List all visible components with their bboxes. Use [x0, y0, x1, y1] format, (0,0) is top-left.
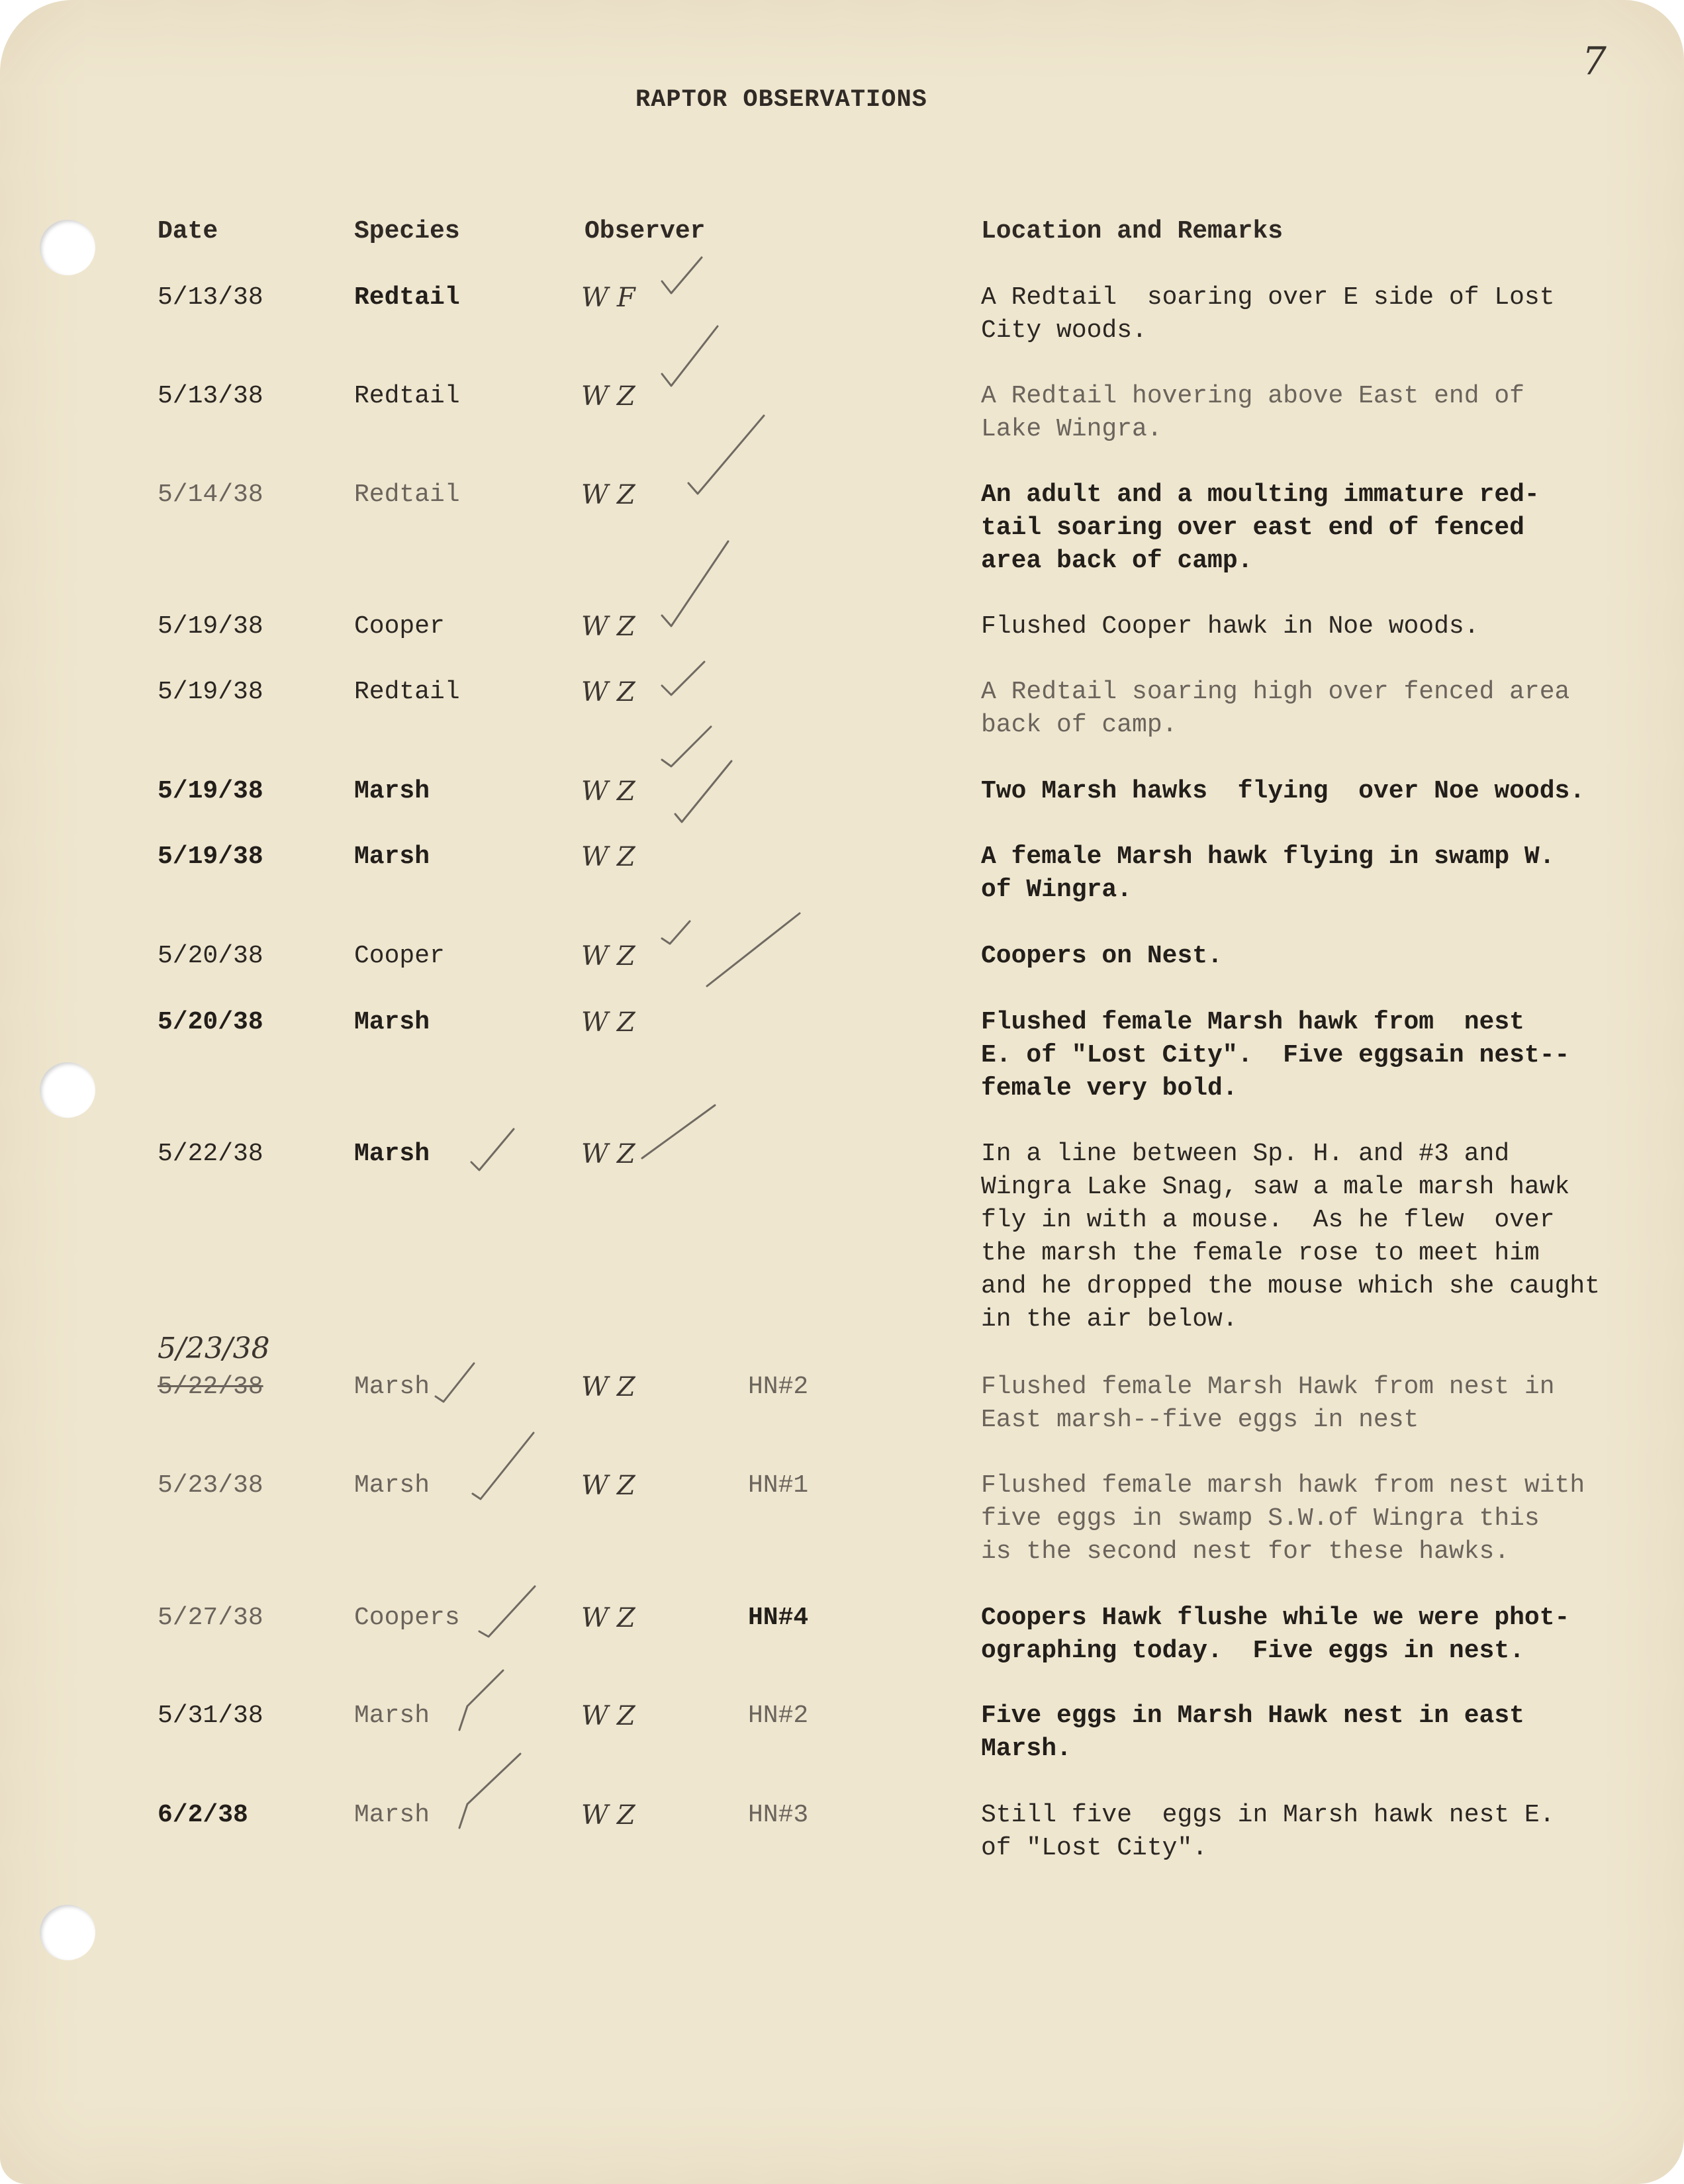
observer-initials: W Z — [581, 1701, 635, 1731]
entry-remarks: Two Marsh hawks flying over Noe woods. — [981, 777, 1585, 805]
table-row — [0, 940, 1684, 972]
observer-initials: W Z — [581, 480, 635, 510]
entry-species: Marsh — [354, 842, 430, 871]
binder-hole-top — [40, 220, 95, 275]
check-mark-icon — [436, 1363, 474, 1402]
entry-date: 5/20/38 — [158, 1008, 263, 1036]
entry-observer — [581, 478, 635, 514]
observer-initials: W Z — [581, 776, 635, 807]
entry-species: Marsh — [354, 1008, 430, 1036]
entry-nest: HN#1 — [748, 1471, 809, 1500]
entry-observer — [581, 1799, 635, 1835]
observer-initials: W Z — [581, 612, 635, 642]
column-header-location: Location and Remarks — [981, 217, 1284, 246]
entry-date: 5/31/38 — [158, 1702, 263, 1730]
column-header-observer: Observer — [585, 217, 706, 246]
entry-species: Marsh — [354, 1801, 430, 1829]
entry-remarks: Coopers on Nest. — [981, 942, 1223, 970]
entry-date: 5/13/38 — [158, 382, 263, 410]
entry-species: Marsh — [354, 1140, 430, 1168]
table-row — [0, 1006, 1684, 1103]
entry-observer — [581, 676, 635, 711]
entry-remarks: Five eggs in Marsh Hawk nest in east Marsh. — [981, 1702, 1524, 1763]
entry-nest: HN#2 — [748, 1702, 809, 1730]
table-row — [0, 841, 1684, 904]
table-row — [0, 281, 1684, 345]
observer-initials: W Z — [581, 677, 635, 707]
table-row — [0, 676, 1684, 739]
observer-initials: W Z — [581, 842, 635, 872]
table-row — [0, 1371, 1684, 1434]
table-row — [0, 380, 1684, 443]
observer-initials: W Z — [581, 1603, 635, 1633]
entry-remarks: Flushed female Marsh Hawk from nest in East marsh--five eggs in nest — [981, 1373, 1555, 1434]
observer-initials: W Z — [581, 1007, 635, 1038]
entry-species: Redtail — [354, 678, 460, 706]
entry-remarks: In a line between Sp. H. and #3 and Wingra Lake Snag, saw a male marsh hawk fly in with a mouse. As he flew over the marsh the female rose to meet him and he dropped the mouse which she caught in the air below. — [981, 1140, 1600, 1334]
entry-species: Redtail — [354, 283, 460, 312]
observer-initials: W F — [581, 283, 635, 313]
observer-initials: W Z — [581, 1139, 635, 1169]
entry-date: 5/14/38 — [158, 480, 263, 509]
entry-observer — [581, 1371, 635, 1406]
page-number: 7 — [1582, 38, 1607, 83]
entry-observer — [581, 940, 635, 976]
entry-remarks: Still five eggs in Marsh hawk nest E. of "Lost City". — [981, 1801, 1555, 1862]
entry-remarks: A Redtail soaring over E side of Lost City woods. — [981, 283, 1555, 345]
handwritten-corrected-date: 5/23/38 — [158, 1332, 270, 1365]
binder-hole-middle — [40, 1062, 95, 1118]
observer-initials: W Z — [581, 941, 635, 972]
entry-observer — [581, 610, 635, 646]
entry-observer — [581, 281, 635, 317]
entry-species: Redtail — [354, 480, 460, 509]
check-mark-icon — [473, 1433, 534, 1499]
entry-observer — [581, 380, 635, 416]
entry-remarks: Flushed female Marsh hawk from nest E. of "Lost City". Five eggsain nest-- female very bold. — [981, 1008, 1570, 1103]
observer-initials: W Z — [581, 1800, 635, 1831]
entry-species: Marsh — [354, 1373, 430, 1401]
entry-species: Marsh — [354, 777, 430, 805]
entry-remarks: A Redtail soaring high over fenced area back of camp. — [981, 678, 1570, 739]
entry-observer — [581, 1469, 635, 1505]
table-row — [0, 1799, 1684, 1862]
entry-date: 5/27/38 — [158, 1604, 263, 1632]
entry-date: 5/22/38 — [158, 1140, 263, 1168]
entry-observer — [581, 1602, 635, 1637]
entry-remarks: A Redtail hovering above East end of Lake Wingra. — [981, 382, 1524, 443]
binder-hole-bottom — [40, 1905, 95, 1960]
entry-nest: HN#4 — [748, 1604, 809, 1632]
entry-date-struck: 5/22/38 — [158, 1373, 263, 1401]
check-mark-icon — [675, 761, 731, 822]
table-row — [0, 775, 1684, 807]
entry-species: Cooper — [354, 942, 445, 970]
entry-date: 5/19/38 — [158, 612, 263, 641]
observer-initials: W Z — [581, 1372, 635, 1402]
entry-observer — [581, 1138, 635, 1173]
entry-species: Redtail — [354, 382, 460, 410]
entry-observer — [581, 1006, 635, 1042]
entry-species: Marsh — [354, 1702, 430, 1730]
entry-observer — [581, 841, 635, 876]
table-row — [0, 1138, 1684, 1334]
table-row — [0, 1602, 1684, 1665]
entry-date: 5/19/38 — [158, 842, 263, 871]
entry-date: 5/13/38 — [158, 283, 263, 312]
entry-species: Coopers — [354, 1604, 460, 1632]
check-mark-icon — [662, 727, 711, 766]
entry-remarks: Flushed Cooper hawk in Noe woods. — [981, 612, 1479, 641]
observer-initials: W Z — [581, 1471, 635, 1501]
entry-remarks: Coopers Hawk flushe while we were phot- ographing today. Five eggs in nest. — [981, 1604, 1570, 1665]
entry-date: 6/2/38 — [158, 1801, 248, 1829]
entry-remarks: A female Marsh hawk flying in swamp W. of Wingra. — [981, 842, 1555, 904]
column-header-date: Date — [158, 217, 218, 246]
table-row — [0, 610, 1684, 642]
entry-remarks: An adult and a moulting immature red- tail soaring over east end of fenced area back of camp. — [981, 480, 1540, 575]
entry-date: 5/23/38 — [158, 1471, 263, 1500]
page-title: RAPTOR OBSERVATIONS — [635, 86, 927, 114]
entry-date: 5/20/38 — [158, 942, 263, 970]
check-mark-icon — [707, 913, 800, 986]
check-mark-icon — [471, 1129, 514, 1170]
entry-date: 5/19/38 — [158, 777, 263, 805]
entry-observer — [581, 775, 635, 811]
table-row — [0, 478, 1684, 575]
entry-date: 5/19/38 — [158, 678, 263, 706]
table-row — [0, 1700, 1684, 1763]
column-header-species: Species — [354, 217, 460, 246]
entry-species: Cooper — [354, 612, 445, 641]
table-row — [0, 1469, 1684, 1566]
check-mark-icon — [479, 1586, 535, 1637]
observer-initials: W Z — [581, 381, 635, 412]
entry-remarks: Flushed female marsh hawk from nest with five eggs in swamp S.W.of Wingra this is the second nest for these hawks. — [981, 1471, 1585, 1566]
entry-species: Marsh — [354, 1471, 430, 1500]
entry-nest: HN#3 — [748, 1801, 809, 1829]
check-mark-icon — [642, 1105, 715, 1158]
entry-observer — [581, 1700, 635, 1735]
check-mark-icon — [459, 1754, 520, 1828]
check-mark-icon — [662, 326, 718, 386]
entry-nest: HN#2 — [748, 1373, 809, 1401]
